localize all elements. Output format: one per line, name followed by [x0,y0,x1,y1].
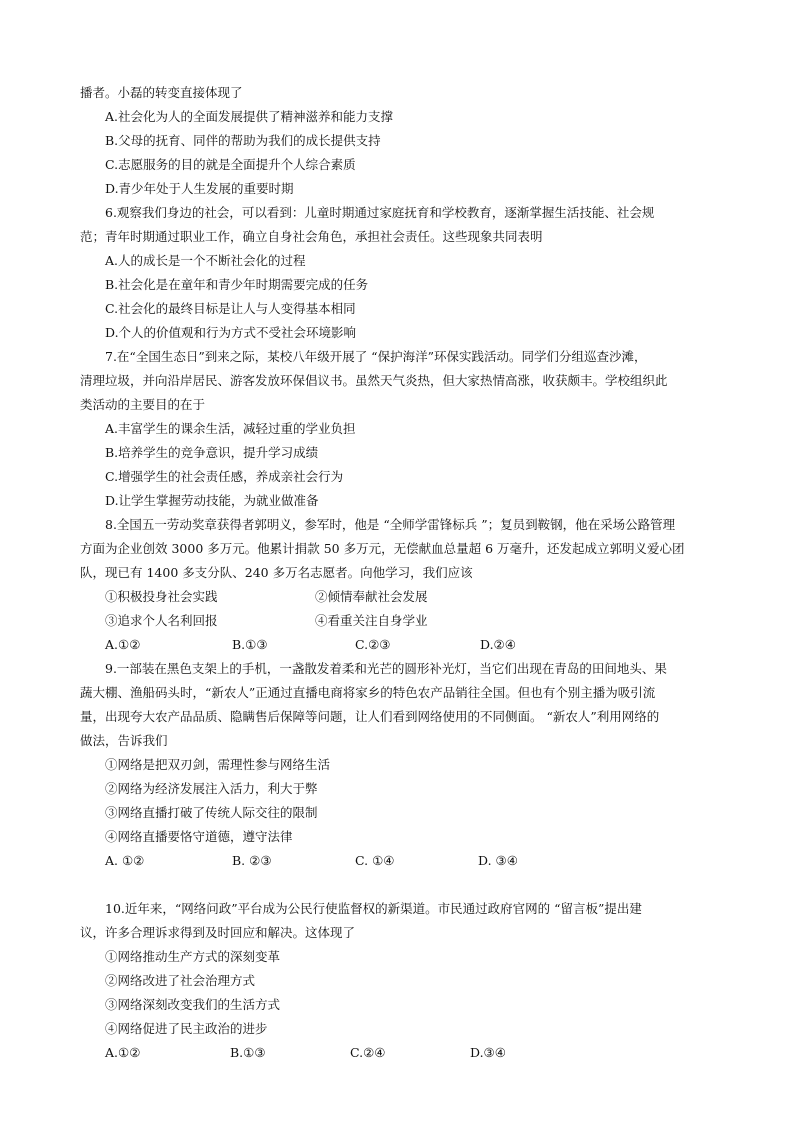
text-line: 10.近年来，“网络问政”平台成为公民行使监督权的新渠道。市民通过政府官网的 “留言板”提出建 [105,901,642,916]
text-line: ①网络是把双刃剑，需理性参与网络生活 [105,757,331,772]
text-line: 量，出现夸大农产品品质、隐瞒售后保障等问题，让人们看到网络使用的不同侧面。 “新农人”利用网络的 [80,709,660,724]
answer-option: B.①③ [232,637,268,652]
text-line: ④网络促进了民主政治的进步 [105,1021,268,1036]
answer-option: D.③④ [470,1045,506,1060]
text-line: 6.观察我们身边的社会，可以看到：儿童时期通过家庭抚育和学校教育，逐渐掌握生活技能、社会规 [105,205,655,220]
text-line: ④网络直播要恪守道德，遵守法律 [105,829,293,844]
answer-option: ①积极投身社会实践 [105,589,218,604]
text-line: 9.一部装在黑色支架上的手机，一盏散发着柔和光芒的圆形补光灯，当它们出现在青岛的田间地头、果 [105,661,667,676]
answer-option: D.②④ [480,637,516,652]
answer-option: B. ②③ [232,853,272,868]
answer-option: D. ③④ [478,853,518,868]
text-line: 做法，告诉我们 [80,733,168,748]
answer-option: B.①③ [230,1045,266,1060]
text-line: A.丰富学生的课余生活，减轻过重的学业负担 [105,421,356,436]
answer-option: ④看重关注自身学业 [315,613,428,628]
answer-option: ③追求个人名利回报 [105,613,218,628]
answer-option: A.①② [105,637,141,652]
text-line: 蔬大棚、渔船码头时，“新农人”正通过直播电商将家乡的特色农产品销往全国。但也有个别主播为吸引流 [80,685,656,700]
answer-option: C.②③ [355,637,391,652]
answer-option: A. ①② [105,853,145,868]
answer-option: A.①② [105,1045,141,1060]
text-line: D.青少年处于人生发展的重要时期 [105,181,294,196]
answer-option: ②倾情奉献社会发展 [315,589,428,604]
text-line: C.志愿服务的目的就是全面提升个人综合素质 [105,157,356,172]
text-line: B.父母的抚育、同伴的帮助为我们的成长提供支持 [105,133,381,148]
text-line: ②网络为经济发展注入活力，利大于弊 [105,781,318,796]
text-line: B.社会化是在童年和青少年时期需要完成的任务 [105,277,369,292]
answer-option: C. ①④ [355,853,395,868]
text-line: C.社会化的最终目标是让人与人变得基本相同 [105,301,356,316]
text-line: ③网络直播打破了传统人际交往的限制 [105,805,318,820]
text-line: A.社会化为人的全面发展提供了精神滋养和能力支撑 [105,109,394,124]
text-line: 7.在“全国生态日”到来之际，某校八年级开展了 “保护海洋”环保实践活动。同学们分组巡查沙滩， [105,349,647,364]
text-line: B.培养学生的竞争意识，提升学习成绩 [105,445,319,460]
text-line: A.人的成长是一个不断社会化的过程 [105,253,306,268]
text-line: 方面为企业创效 3000 多万元。他累计捐款 50 多万元，无偿献血总量超 6 万毫升，还发起成立郭明义爱心团 [80,541,685,556]
text-line: 播者。小磊的转变直接体现了 [80,85,243,100]
text-line: 队，现已有 1400 多支分队、240 多万名志愿者。向他学习，我们应该 [80,565,473,580]
text-line: 议，许多合理诉求得到及时回应和解决。这体现了 [80,925,356,940]
text-line: 类活动的主要目的在于 [80,397,206,412]
text-line: D.个人的价值观和行为方式不受社会环境影响 [105,325,357,340]
text-line: ①网络推动生产方式的深刻变革 [105,949,281,964]
text-line: 清理垃圾，并向沿岸居民、游客发放环保倡议书。虽然天气炎热，但大家热情高涨，收获颇丰。学校组织此 [80,373,668,388]
answer-option: C.②④ [350,1045,386,1060]
text-line: C.增强学生的社会责任感，养成亲社会行为 [105,469,344,484]
text-line: D.让学生掌握劳动技能，为就业做准备 [105,493,319,508]
text-line: 范；青年时期通过职业工作，确立自身社会角色，承担社会责任。这些现象共同表明 [80,229,543,244]
text-line: ②网络改进了社会治理方式 [105,973,256,988]
text-line: ③网络深刻改变我们的生活方式 [105,997,281,1012]
text-line: 8.全国五一劳动奖章获得者郭明义，参军时，他是 “全师学雷锋标兵 ”；复员到鞍钢，他在采场公路管理 [105,517,676,532]
